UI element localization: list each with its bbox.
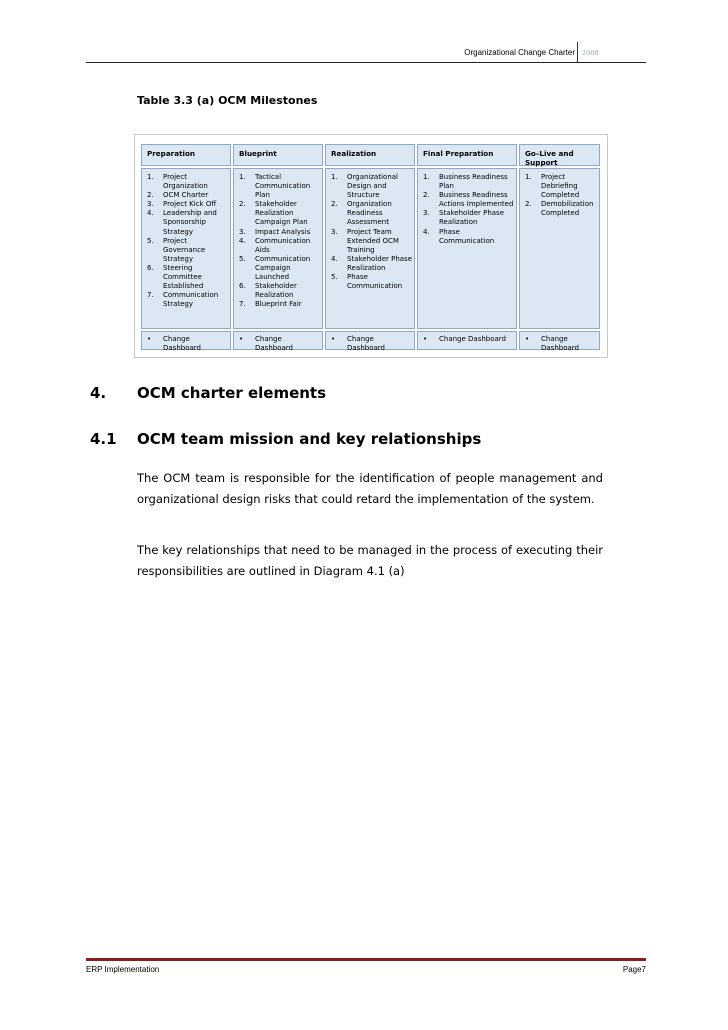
- header-year: 2008: [582, 48, 599, 57]
- milestone-list: [525, 173, 597, 218]
- table-column: [141, 144, 231, 350]
- table-body-cell: [417, 168, 517, 329]
- table-footer-cell: [141, 331, 231, 350]
- item-number: 1.: [239, 173, 246, 181]
- milestone-item: [331, 273, 412, 291]
- item-text: Project Debriefing Completed: [541, 173, 580, 200]
- item-number: 2.: [239, 200, 246, 209]
- item-number: 1.: [525, 173, 532, 181]
- bullet-icon: •: [423, 335, 428, 343]
- bullet-icon: •: [239, 335, 244, 343]
- item-number: 4.: [331, 254, 338, 263]
- table-footer-cell: [519, 331, 600, 350]
- milestone-item: [147, 200, 228, 209]
- item-text: Stakeholder Realization: [255, 282, 297, 300]
- item-number: 2.: [423, 191, 430, 200]
- milestone-item: [147, 173, 228, 191]
- item-text: OCM Charter: [163, 191, 209, 200]
- item-text: Phase Communication: [439, 227, 495, 245]
- milestone-item: [239, 237, 320, 255]
- milestone-item: [147, 264, 228, 291]
- milestone-item: [239, 200, 320, 227]
- table-caption: Table 3.3 (a) OCM Milestones: [137, 94, 318, 107]
- table-header-cell: [233, 144, 323, 166]
- item-number: 2.: [147, 191, 154, 200]
- header-divider: [577, 42, 578, 62]
- table-header-cell: [141, 144, 231, 166]
- item-number: 7.: [239, 300, 246, 309]
- footer-item-text: Change Dashboard: [163, 335, 201, 352]
- table-column: [417, 144, 517, 350]
- section-title: OCM charter elements: [137, 384, 327, 402]
- milestone-item: [147, 209, 228, 236]
- table-footer-cell: [233, 331, 323, 350]
- milestone-item: [239, 300, 320, 309]
- subsection-number: 4.1: [90, 430, 117, 448]
- table-body-cell: [141, 168, 231, 329]
- milestone-item: [423, 228, 514, 246]
- item-text: Project Team Extended OCM Training: [347, 227, 399, 254]
- footer-item-text: Change Dashboard: [439, 335, 507, 343]
- bullet-icon: •: [331, 335, 336, 343]
- paragraph: The OCM team is responsible for the identification of people management and organizational design risks that could retard the implementation of the system.: [137, 471, 603, 506]
- milestone-item: [331, 173, 412, 200]
- column-heading: Go–Live and Support: [525, 149, 574, 167]
- milestone-item: [147, 191, 228, 200]
- item-number: 3.: [239, 227, 246, 236]
- table-footer-cell: [325, 331, 415, 350]
- item-number: 2.: [331, 200, 338, 209]
- item-number: 1.: [331, 173, 338, 181]
- item-number: 1.: [423, 173, 430, 181]
- milestone-item: [331, 255, 412, 273]
- item-text: Blueprint Fair: [255, 300, 302, 309]
- milestone-item: [147, 291, 228, 309]
- item-number: 5.: [147, 236, 154, 245]
- item-number: 6.: [239, 282, 246, 291]
- footer-item: [331, 335, 412, 353]
- bullet-icon: •: [147, 335, 152, 343]
- milestone-item: [423, 173, 514, 191]
- milestone-item: [147, 237, 228, 264]
- header-title: Organizational Change Charter: [464, 48, 575, 57]
- item-text: Stakeholder Phase Realization: [439, 209, 505, 227]
- milestone-item: [239, 255, 320, 282]
- footer-item-text: Change Dashboard: [347, 335, 385, 352]
- footer-item: [147, 335, 228, 353]
- footer-left: ERP Implementation: [86, 965, 160, 974]
- section-number: 4.: [90, 384, 107, 402]
- milestone-item: [331, 200, 412, 227]
- item-text: Business Readiness Plan: [439, 173, 508, 191]
- milestone-item: [239, 228, 320, 237]
- milestones-table-figure: [134, 134, 608, 358]
- table-column: [233, 144, 323, 350]
- milestone-item: [525, 200, 597, 218]
- item-number: 3.: [423, 209, 430, 218]
- item-text: Demobilization Completed: [541, 200, 594, 218]
- column-heading: Realization: [331, 149, 377, 158]
- footer-item-text: Change Dashboard: [541, 335, 579, 352]
- item-text: Organization Readiness Assessment: [347, 200, 392, 227]
- footer-item: [423, 335, 514, 344]
- milestones-table: [141, 144, 600, 350]
- table-footer-cell: [417, 331, 517, 350]
- table-column: [519, 144, 600, 350]
- column-heading: Preparation: [147, 149, 196, 158]
- item-number: 4.: [423, 227, 430, 236]
- table-body-cell: [233, 168, 323, 329]
- paragraph: The key relationships that need to be managed in the process of executing their responsibilities are outlined in Diagram 4.1 (a): [137, 543, 603, 578]
- item-text: Steering Committee Established: [163, 263, 204, 291]
- table-column: [325, 144, 415, 350]
- item-text: Phase Communication: [347, 273, 403, 291]
- item-number: 4.: [147, 209, 154, 218]
- footer-item-text: Change Dashboard: [255, 335, 293, 352]
- item-text: Organizational Design and Structure: [347, 173, 398, 200]
- header-rule: [86, 62, 646, 63]
- item-text: Communication Aids: [255, 236, 311, 254]
- page-number: Page7: [622, 965, 646, 974]
- item-text: Business Readiness Actions Implemented: [439, 191, 514, 209]
- item-number: 7.: [147, 291, 154, 300]
- item-number: 3.: [147, 200, 154, 209]
- milestone-item: [525, 173, 597, 200]
- item-number: 3.: [331, 227, 338, 236]
- item-text: Leadership and Sponsorship Strategy: [163, 209, 217, 236]
- table-body-cell: [325, 168, 415, 329]
- item-number: 4.: [239, 236, 246, 245]
- item-number: 2.: [525, 200, 532, 209]
- item-number: 5.: [331, 273, 338, 282]
- item-text: Communication Strategy: [163, 291, 219, 309]
- item-text: Impact Analysis: [255, 227, 311, 236]
- footer-item: [525, 335, 597, 353]
- table-header-cell: [417, 144, 517, 166]
- milestone-item: [423, 209, 514, 227]
- item-text: Stakeholder Realization Campaign Plan: [255, 200, 308, 227]
- subsection-title: OCM team mission and key relationships: [137, 430, 482, 448]
- item-text: Tactical Communication Plan: [255, 173, 311, 200]
- milestone-item: [239, 173, 320, 200]
- item-number: 5.: [239, 254, 246, 263]
- footer-item: [239, 335, 320, 353]
- table-body-cell: [519, 168, 600, 329]
- milestone-item: [423, 191, 514, 209]
- milestone-list: [331, 173, 412, 291]
- item-number: 6.: [147, 263, 154, 272]
- item-text: Project Organization: [163, 173, 208, 191]
- item-text: Project Governance Strategy: [163, 236, 206, 263]
- milestone-item: [331, 228, 412, 255]
- item-text: Communication Campaign Launched: [255, 254, 311, 282]
- milestone-list: [239, 173, 320, 309]
- milestone-list: [147, 173, 228, 309]
- item-number: 1.: [147, 173, 154, 181]
- item-text: Stakeholder Phase Realization: [347, 254, 413, 272]
- footer-rule: [86, 958, 646, 961]
- milestone-item: [239, 282, 320, 300]
- column-heading: Final Preparation: [423, 149, 494, 158]
- table-header-cell: [519, 144, 600, 166]
- milestone-list: [423, 173, 514, 246]
- bullet-icon: •: [525, 335, 530, 343]
- item-text: Project Kick Off: [163, 200, 217, 209]
- column-heading: Blueprint: [239, 149, 277, 158]
- table-header-cell: [325, 144, 415, 166]
